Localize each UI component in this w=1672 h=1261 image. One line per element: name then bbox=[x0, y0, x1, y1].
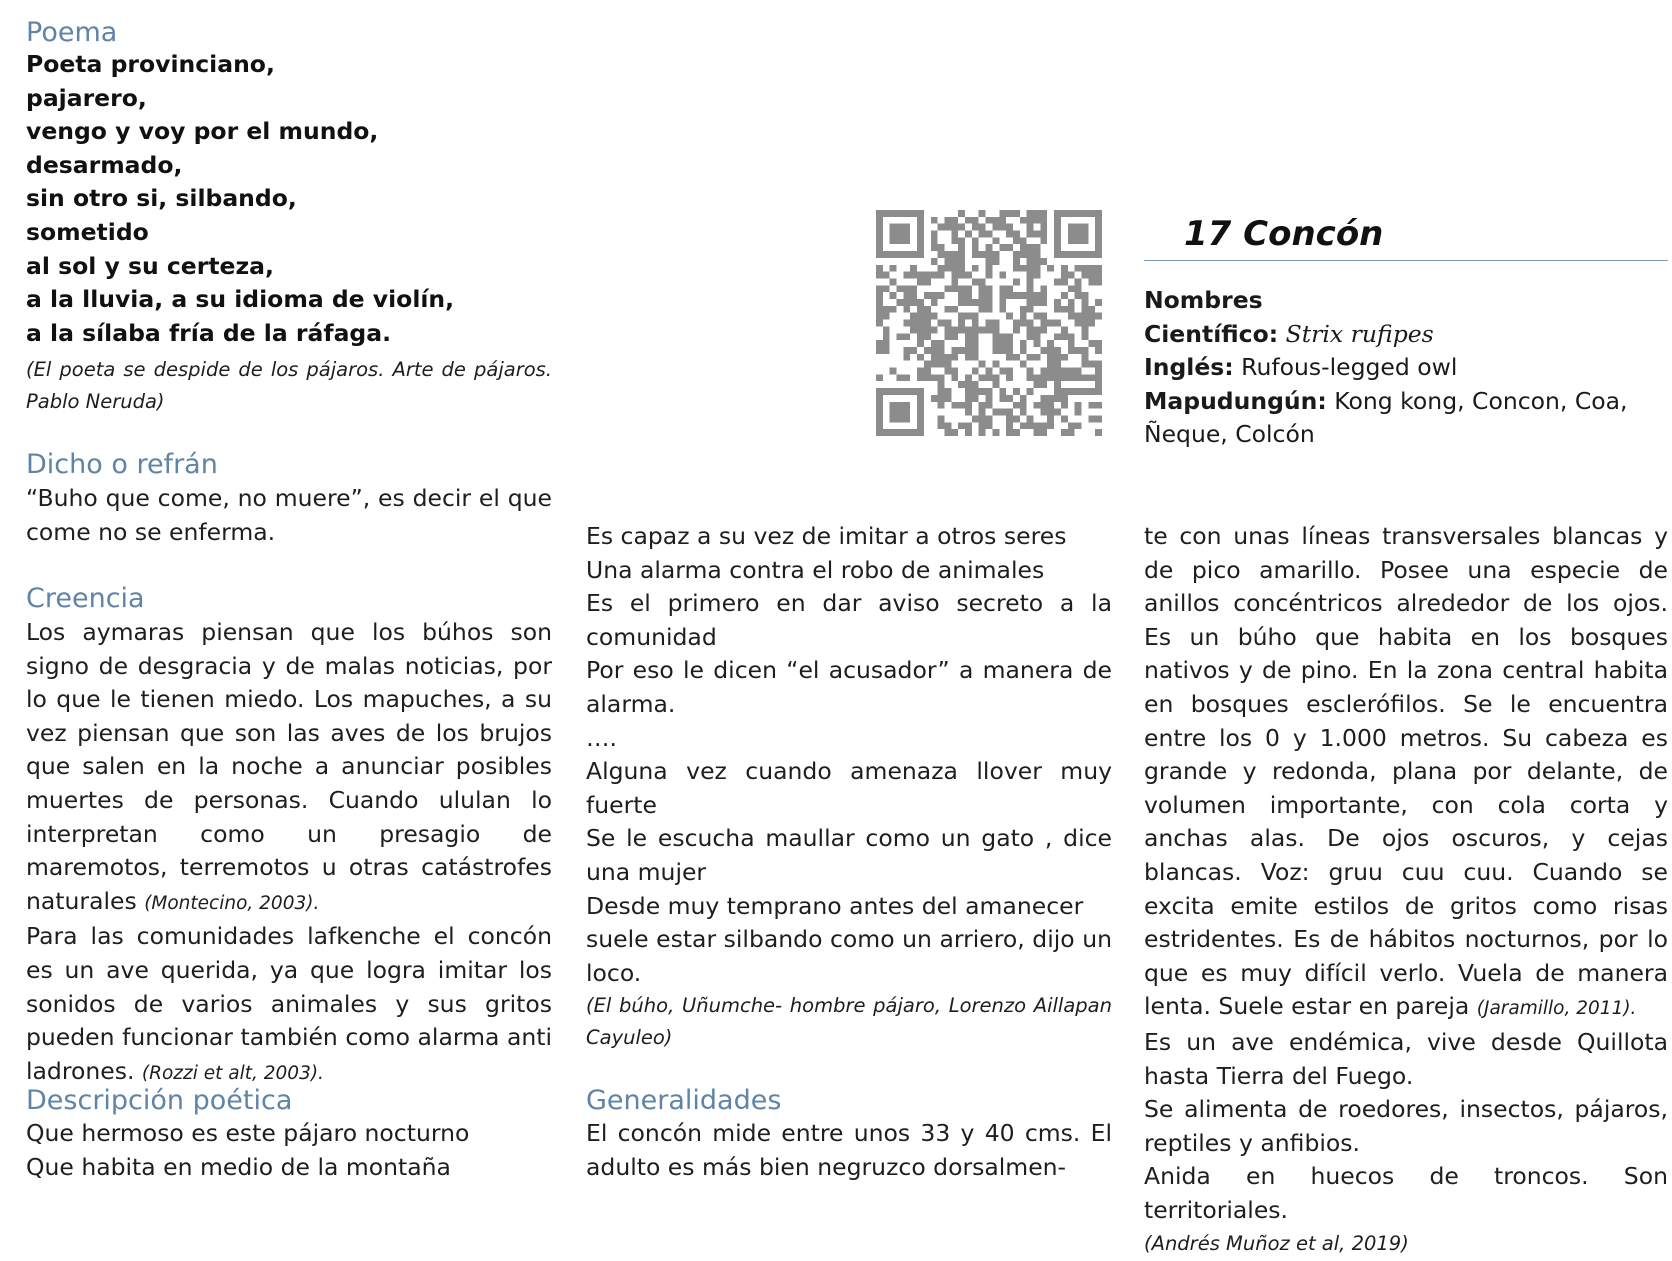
generalidades-b: te con unas líneas transversales blancas y de pico amarillo. Posee una especie de anillos concéntricos alrededor de los ojos. Es un búho que habita en los bosques nativos y de pino. En la zona central habita en bosques esclerófilos. Se le encuentra entre los 0 y 1.000 metros. Su cabeza es grande y redonda, plana por delante, de volumen importante, con cola corta y anchas alas. De ojos oscuros, y cejas blancas. Voz: gruu cuu cuu. Cuando se excita emite estilos de gritos como risas estridentes. Es de hábitos nocturnos, por lo que es muy difícil verlo. Vuela de manera lenta. Suele estar en pareja bbox=[1144, 522, 1668, 1021]
descripcion-text-b bbox=[586, 520, 1112, 990]
name-mapudungun-cont: Ñeque, Colcón bbox=[1144, 420, 1315, 449]
descripcion-line: Que hermoso es este pájaro nocturno bbox=[26, 1119, 470, 1147]
cientifico-value: Strix rufipes bbox=[1285, 319, 1434, 348]
species-names bbox=[1144, 284, 1668, 452]
name-ingles bbox=[1144, 351, 1668, 385]
poema-citation: (El poeta se despide de los pájaros. Arte de pájaros. Pablo Neruda) bbox=[26, 358, 552, 413]
generalidades-paragraph bbox=[1144, 520, 1668, 1026]
poem-line: desarmado, bbox=[26, 150, 183, 179]
descripcion-line: Se le escucha maullar como un gato , dice una mujer bbox=[586, 824, 1112, 886]
dicho-text: “Buho que come, no muere”, es decir el que come no se enferma. bbox=[26, 484, 552, 546]
descripcion-text-a bbox=[26, 1117, 552, 1184]
names-heading bbox=[1144, 284, 1668, 318]
creencia-paragraph bbox=[26, 616, 552, 920]
mapudungun-label: Mapudungún: bbox=[1144, 386, 1327, 415]
name-mapudungun bbox=[1144, 385, 1668, 419]
generalidades-p3: Se alimenta de roedores, insectos, pájaros, reptiles y anfibios. bbox=[1144, 1095, 1668, 1157]
poem-line: a la sílaba fría de la ráfaga. bbox=[26, 318, 392, 347]
poema-text bbox=[26, 48, 552, 350]
poem-line: a la lluvia, a su idioma de violín, bbox=[26, 285, 455, 314]
names-heading-text: Nombres bbox=[1144, 286, 1263, 314]
name-cientifico bbox=[1144, 318, 1668, 352]
descripcion-line: Es el primero en dar aviso secreto a la comunidad bbox=[586, 589, 1112, 651]
poem-line: Poeta provinciano, bbox=[26, 50, 275, 78]
creencia-p1: Los aymaras piensan que los búhos son signo de desgracia y de malas noticias, por lo que le tienen miedo. Los mapuches, a su vez piensan que son las aves de los brujos que salen en la noche a anunciar posibles muertes de personas. Cuando ululan lo interpretan como un presagio de maremotos, terremotos u otras catástrofes naturales bbox=[26, 618, 552, 915]
descripcion-line: suele estar silbando como un arriero, dijo un loco. bbox=[586, 925, 1112, 987]
qr-code-icon bbox=[876, 210, 1102, 436]
descripcion-heading: Descripción poética bbox=[26, 1085, 293, 1116]
dicho-heading: Dicho o refrán bbox=[26, 449, 218, 480]
descripcion-line: …. bbox=[586, 723, 617, 752]
descripcion-line: Por eso le dicen “el acusador” a manera de alarma. bbox=[586, 656, 1112, 718]
descripcion-line: Es capaz a su vez de imitar a otros seres bbox=[586, 522, 1067, 550]
poem-line: al sol y su certeza, bbox=[26, 251, 274, 280]
generalidades-text-a: El concón mide entre unos 33 y 40 cms. El adulto es más bien negruzco dorsalmen- bbox=[586, 1119, 1112, 1181]
generalidades-b-cite: (Jaramillo, 2011). bbox=[1476, 998, 1637, 1020]
poem-line: sin otro si, silbando, bbox=[26, 184, 297, 213]
poem-line: vengo y voy por el mundo, bbox=[26, 117, 379, 146]
generalidades-text-b bbox=[1144, 520, 1668, 1261]
poem-line: pajarero, bbox=[26, 83, 147, 112]
creencia-heading: Creencia bbox=[26, 583, 145, 614]
generalidades-citation: (Andrés Muñoz et al, 2019) bbox=[1144, 1232, 1409, 1256]
creencia-text bbox=[26, 616, 552, 1090]
ingles-value: Rufous-legged owl bbox=[1241, 353, 1458, 382]
descripcion-citation: (El búho, Uñumche- hombre pájaro, Lorenzo Aillapan Cayuleo) bbox=[586, 994, 1112, 1049]
descripcion-line: Alguna vez cuando amenaza llover muy fuerte bbox=[586, 757, 1112, 819]
descripcion-line: Que habita en medio de la montaña bbox=[26, 1152, 451, 1181]
generalidades-p2: Es un ave endémica, vive desde Quillota hasta Tierra del Fuego. bbox=[1144, 1027, 1668, 1090]
species-title: 17 Concón bbox=[1184, 214, 1384, 254]
generalidades-heading: Generalidades bbox=[586, 1085, 782, 1116]
species-title-bar bbox=[1144, 212, 1668, 261]
creencia-p2-cite: (Rozzi et alt, 2003). bbox=[141, 1062, 324, 1084]
mapudungun-value: Kong kong, Concon, Coa, bbox=[1334, 386, 1628, 415]
creencia-p1-cite: (Montecino, 2003). bbox=[144, 892, 320, 914]
creencia-p2: Para las comunidades lafkenche el concón es un ave querida, ya que logra imitar los sonidos de varios animales y sus gritos pueden funcionar también como alarma anti ladrones. bbox=[26, 922, 552, 1085]
descripcion-line: Desde muy temprano antes del amanecer bbox=[586, 891, 1084, 920]
creencia-paragraph bbox=[26, 920, 552, 1090]
poem-line: sometido bbox=[26, 217, 149, 246]
generalidades-p4: Anida en huecos de troncos. Son territoriales. bbox=[1144, 1162, 1668, 1224]
descripcion-line: Una alarma contra el robo de animales bbox=[586, 555, 1045, 584]
poema-heading: Poema bbox=[26, 17, 118, 48]
cientifico-label: Científico: bbox=[1144, 319, 1279, 348]
ingles-label: Inglés: bbox=[1144, 353, 1234, 382]
